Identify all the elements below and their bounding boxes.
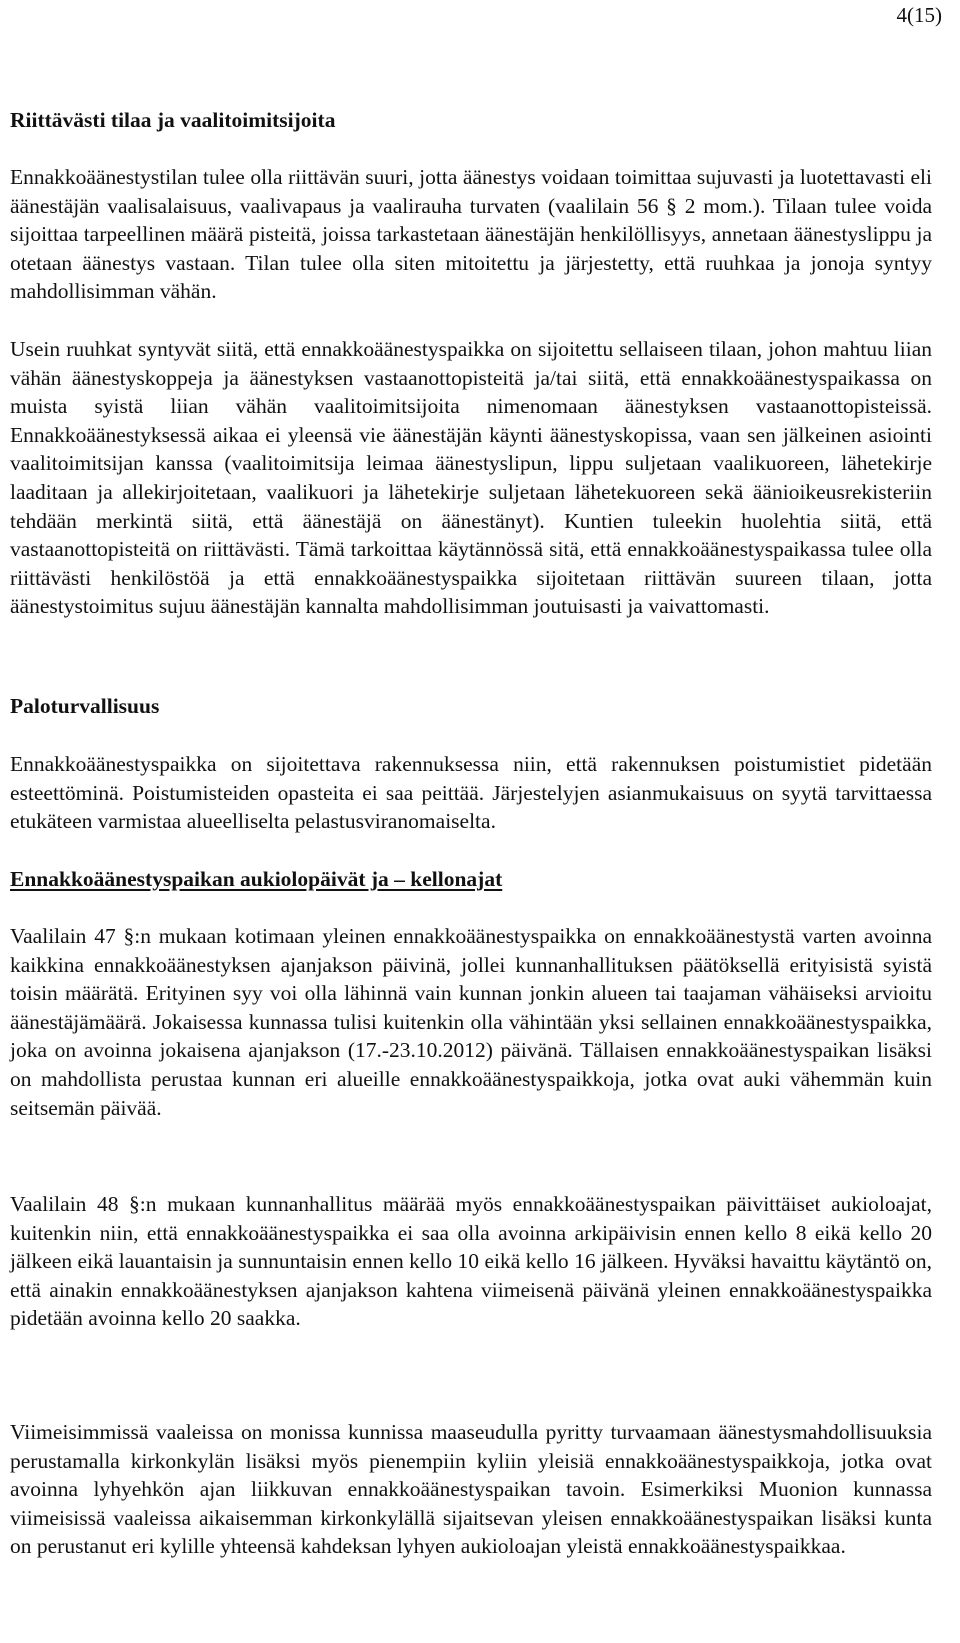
paragraph-rural-villages bbox=[10, 1418, 932, 1561]
paragraph-fire-safety bbox=[10, 750, 932, 836]
paragraph-opening-days bbox=[10, 922, 932, 1122]
section-heading-opening-hours: Ennakkoäänestyspaikan aukiolopäivät ja – kellonajat bbox=[10, 867, 503, 891]
paragraph-text: Vaalilain 48 §:n mukaan kunnanhallitus määrää myös ennakkoäänestyspaikan päivittäiset aukioloajat, kuitenkin niin, että ennakkoäänestyspaikka ei saa olla avoinna arkipäivisin ennen kello 8 eikä kello 20 jälkeen eikä lauantaisin ja sunnuntaisin ennen kello 10 eikä kello 16 jälkeen. Hyväksi havaittu käytäntö on, että ainakin ennakkoäänestyksen ajanjakson kahtena viimeisenä päivänä yleinen ennakkoäänestyspaikka pidetään avoinna kello 20 saakka. bbox=[10, 1192, 932, 1331]
paragraph-text: Vaalilain 47 §:n mukaan kotimaan yleinen ennakkoäänestyspaikka on ennakkoäänestystä varten avoinna kaikkina ennakkoäänestyksen ajanjakson päivinä, jollei kunnanhallituksen päätöksellä erityisistä syistä toisin määrätä. Erityinen syy voi olla lähinnä vain kunnan jonkin alueen tai taajaman vähäiseksi arvioitu äänestäjämäärä. Jokaisessa kunnassa tulisi kuitenkin olla vähintään yksi sellainen ennakkoäänestyspaikka, joka on avoinna jokaisena ajanjakson (17.-23.10.2012) päivänä. Tällaisen ennakkoäänestyspaikan lisäksi on mahdollista perustaa kunnan eri alueille ennakkoäänestyspaikkoja, jotka ovat auki vähemmän kuin seitsemän päivää. bbox=[10, 924, 932, 1120]
paragraph-text: Ennakkoäänestyspaikka on sijoitettava rakennuksessa niin, että rakennuksen poistumistiet pidetään esteettöminä. Poistumisteiden opasteita ei saa peittää. Järjestelyjen asianmukaisuus on syytä tarvittaessa etukäteen varmistaa alueelliselta pelastusviranomaiselta. bbox=[10, 752, 932, 834]
paragraph-text: Ennakkoäänestystilan tulee olla riittävän suuri, jotta äänestys voidaan toimittaa sujuvasti ja luotettavasti eli äänestäjän vaalisalaisuus, vaalivapaus ja vaalirauha turvaten (vaalilain 56 § 2 mom.). Tilaan tulee voida sijoittaa tarpeellinen määrä pisteitä, joissa tarkastetaan äänestäjän henkilöllisyys, annetaan äänestyslippu ja otetaan äänestys vastaan. Tilan tulee olla siten mitoitettu ja järjestetty, että ruuhkaa ja jonoja syntyy mahdollisimman vähän. bbox=[10, 165, 932, 304]
section-heading-space-and-staff: Riittävästi tilaa ja vaalitoimitsijoita bbox=[10, 108, 336, 132]
page-number: 4(15) bbox=[896, 3, 942, 27]
paragraph-daily-hours bbox=[10, 1190, 932, 1333]
paragraph-space-requirements bbox=[10, 163, 932, 306]
section-heading-fire-safety: Paloturvallisuus bbox=[10, 694, 160, 718]
paragraph-text: Usein ruuhkat syntyvät siitä, että ennakkoäänestyspaikka on sijoitettu sellaiseen tilaan, johon mahtuu liian vähän äänestyskoppeja ja äänestyksen vastaanottopisteitä ja/tai siitä, että ennakkoäänestyspaikassa on muista syistä liian vähän vaalitoimitsijoita nimenomaan äänestyksen vastaanottopisteissä. Ennakkoäänestyksessä aikaa ei yleensä vie äänestäjän käynti äänestyskopissa, vaan sen jälkeinen asiointi vaalitoimitsijan kanssa (vaalitoimitsija leimaa äänestyslipun, lippu suljetaan vaalikuoreen, lähetekirje laaditaan ja allekirjoitetaan, vaalikuori ja lähetekirje suljetaan lähetekuoreen sekä äänioikeusrekisteriin tehdään merkintä siitä, että äänestäjä on äänestänyt). Kuntien tuleekin huolehtia siitä, että vastaanottopisteitä on riittävästi. Tämä tarkoittaa käytännössä sitä, että ennakkoäänestyspaikassa tulee olla riittävästi henkilöstöä ja että ennakkoäänestyspaikka sijoitetaan riittävän suureen tilaan, jotta äänestystoimitus sujuu äänestäjän kannalta mahdollisimman joutuisasti ja vaivattomasti. bbox=[10, 337, 932, 619]
paragraph-text: Viimeisimmissä vaaleissa on monissa kunnissa maaseudulla pyritty turvaamaan äänestysmahdollisuuksia perustamalla kirkonkylän lisäksi myös pienempiin kyliin yleisiä ennakkoäänestyspaikkoja, jotka ovat avoinna lyhyehkön ajan liikkuvan ennakkoäänestyspaikan tavoin. Esimerkiksi Muonion kunnassa viimeisissä vaaleissa aikaisemman kirkonkylällä sijaitsevan yleisen ennakkoäänestyspaikan lisäksi kunta on perustanut eri kylille yhteensä kahdeksan lyhyen aukioloajan yleistä ennakkoäänestyspaikkaa. bbox=[10, 1420, 932, 1559]
paragraph-congestion bbox=[10, 335, 932, 621]
